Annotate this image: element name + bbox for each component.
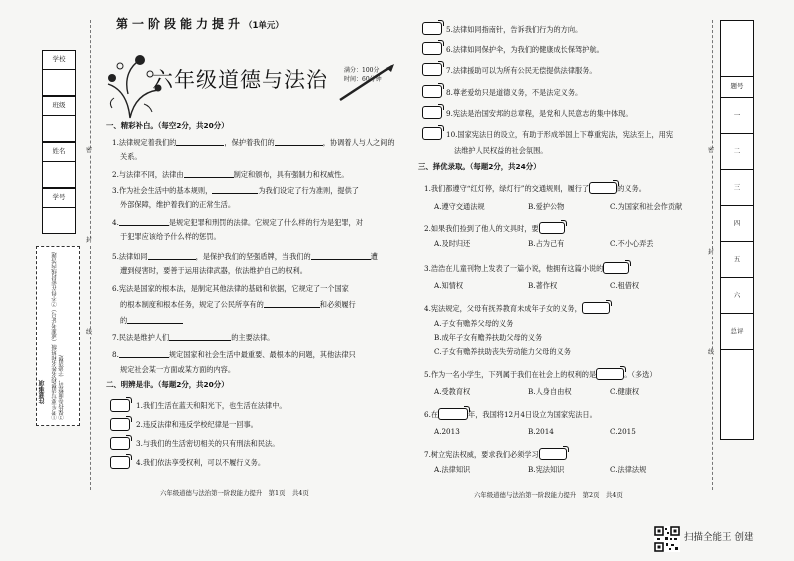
tf-6: 6.法律如同保护伞，为我们的健康成长保驾护航。 [446,45,604,54]
mc-6-c[interactable]: C.2015 [610,427,636,436]
brush-icon [336,62,396,102]
tf-9: 9.宪法是治国安邦的总章程，是党和人民意志的集中体现。 [446,109,633,118]
answer-box[interactable] [422,42,442,55]
section-2-title: 二、明辨是非。（每题2分，共20分） [106,380,229,389]
subject-banner [100,48,400,120]
tf-7: 7.法律援助可以为所有公民无偿提供法律服务。 [446,66,597,75]
mc-2: 2.如果我们捡到了他人的文具时，要 [424,222,565,234]
fill-q1: 1.法律规定着我们的 ，保护着我们的 ，协调着人与人之间的 [112,138,395,147]
fill-q8: 8. 规定国家和社会生活中最重要、最根本的问题，其他法律只 [112,350,356,359]
blank-input[interactable] [275,138,323,146]
tf-1: 1.我们生活在蓝天和阳光下，也生活在法律中。 [136,401,287,410]
fill-q8-cont: 规定社会某一方面或某方面的内容。 [120,365,236,374]
class-field[interactable]: 班级 [42,96,76,116]
page-2 [400,0,710,520]
mc-6: 6.在 年，我国将12月4日设立为国家宪法日。 [424,410,597,419]
answer-box[interactable] [110,456,130,469]
fill-q7: 7.民法是维护人们 的主要法律。 [112,333,275,342]
blank-input[interactable] [119,350,169,358]
page-1-footer: 六年级道德与法治第一阶段能力提升 第1页 共4页 [160,489,309,497]
seal-char-3: 线 [86,329,93,336]
mc-7-a[interactable]: A.法律知识 [434,465,471,474]
mc-3: 3.浩浩在儿童刊物上发表了一篇小说，他拥有这篇小说的 [424,262,629,274]
answer-box[interactable] [603,262,629,274]
qr-code-icon [654,526,680,552]
score-header: 题号 [720,76,754,98]
mc-7-c[interactable]: C.法律法规 [610,465,647,474]
score-row-2[interactable]: 二 [720,134,754,170]
answer-box[interactable] [422,63,442,76]
notice-title: 注意事项 [39,380,46,404]
seal-char-1: 密 [86,147,93,154]
mc-4-b[interactable]: B.成年子女有赡养扶助父母的义务 [434,333,543,342]
fill-q4: 4. 是规定犯罪和刑罚的法律。它规定了什么样的行为是犯罪，对 [112,218,363,227]
subject-title: 六年级道德与法治 [152,68,328,92]
score-info: 满分：100分 时间：60分钟 [344,67,382,83]
seal-char-right-1: 密 [708,147,715,154]
score-row-4[interactable]: 四 [720,206,754,242]
score-row-5[interactable]: 五 [720,242,754,278]
notice-text: ①考生要写清楚校名姓名和班级（或准考证号）②不得在密封线内答题③保持卷面整洁，字迹清楚 [52,252,66,420]
fill-q4-cont: 于犯罪应该给予什么样的惩罚。 [120,232,221,241]
tf-4: 4.我们依法享受权利，可以不履行义务。 [136,458,266,467]
mc-5-b[interactable]: B.人身自由权 [528,387,572,396]
answer-box[interactable] [110,399,130,412]
fill-q6-cont: 的根本制度和根本任务，规定了公民所享有的 和必须履行 [120,300,356,309]
name-field[interactable]: 姓名 [42,142,76,162]
tf-2: 2.违反法律和违反学校纪律是一回事。 [136,420,258,429]
mc-3-a[interactable]: A.知情权 [434,281,464,290]
mc-6-b[interactable]: B.2014 [528,427,554,436]
page-2-footer: 六年级道德与法治第一阶段能力提升 第2页 共4页 [474,491,623,499]
seal-char-right-3: 线 [708,349,715,356]
blank-input[interactable] [127,316,183,324]
student-id-field[interactable]: 学号 [42,188,76,208]
mc-7: 7.树立宪法权威，要求我们必须学习 [424,448,567,460]
tf-3: 3.与我们的生活密切相关的只有刑法和民法。 [136,439,280,448]
mc-6-a[interactable]: A.2013 [434,427,460,436]
blank-input[interactable] [119,218,169,226]
fill-q3: 3.作为社会生活中的基本规则， 为我们设定了行为准则，提供了 [112,186,359,195]
tf-10: 10.国家宪法日的设立，有助于形成举国上下尊重宪法，宪法至上，用宪 [446,130,674,139]
mc-5: 5.作为一名小学生，下列属于我们在社会上的权利的是 。（多选） [424,370,657,379]
answer-box[interactable] [110,418,130,431]
answer-box[interactable] [422,127,442,140]
answer-box[interactable] [422,85,442,98]
scanner-watermark: 扫描全能王 创建 [684,532,754,543]
mc-2-c[interactable]: C.不小心弄丢 [610,239,654,248]
blank-input[interactable] [148,252,196,260]
mc-5-c[interactable]: C.健康权 [610,387,640,396]
fill-q6-cont2: 的 [120,316,183,325]
blank-input[interactable] [169,333,231,341]
mc-7-b[interactable]: B.宪法知识 [528,465,565,474]
mc-1-a[interactable]: A.遵守交通法规 [434,202,485,211]
fill-q5-cont: 遭到侵害时，要善于运用法律武器，依法维护自己的权利。 [120,266,307,275]
score-row-1[interactable]: 一 [720,98,754,134]
mc-1: 1.我们都遵守“红灯停，绿灯行”的交通规则，履行了 的义务。 [424,184,646,193]
blank-input[interactable] [311,252,371,260]
page-1 [0,0,400,520]
score-row-3[interactable]: 三 [720,170,754,206]
fill-q2: 2.与法律不同，法律由 制定和颁布，具有强制力和权威性。 [112,170,349,179]
page-title: 第一阶段能力提升（1单元） [116,17,284,31]
answer-box[interactable] [422,106,442,119]
blank-input[interactable] [176,138,224,146]
section-3-title: 三、择优录取。（每题2分，共24分） [418,162,541,171]
tf-5: 5.法律如同指南针，告诉我们行为的方向。 [446,25,583,34]
answer-box[interactable] [438,408,468,420]
mc-5-a[interactable]: A.受教育权 [434,387,471,396]
score-row-total[interactable]: 总评 [720,314,754,350]
mc-3-b[interactable]: B.著作权 [528,281,558,290]
mc-2-b[interactable]: B.占为己有 [528,239,565,248]
mc-1-b[interactable]: B.爱护公物 [528,202,565,211]
binding-strip [32,50,82,470]
answer-box[interactable] [110,437,130,450]
answer-box[interactable] [596,368,624,380]
fill-q5: 5.法律如同 ，是保护我们的坚强盾牌，当我们的 遭 [112,252,378,261]
blank-input[interactable] [264,300,320,308]
answer-box[interactable] [422,22,442,35]
seal-line [90,20,91,490]
seal-char-right-2: 封 [708,249,715,256]
mc-4-a[interactable]: A.子女有赡养父母的义务 [434,319,514,328]
answer-box[interactable] [589,182,617,194]
fill-q1-cont: 关系。 [120,152,142,161]
answer-box[interactable] [582,302,610,314]
mc-1-c[interactable]: C.为国家和社会作贡献 [610,202,683,211]
score-row-6[interactable]: 六 [720,278,754,314]
answer-box[interactable] [539,222,565,234]
tf-10-cont: 法维护人民权益的社会氛围。 [454,146,548,155]
mc-2-a[interactable]: A.及时归还 [434,239,471,248]
tf-8: 8.尊老爱幼只是道德义务，不是法定义务。 [446,88,583,97]
blank-input[interactable] [184,170,234,178]
school-field[interactable]: 学校 [42,50,76,70]
mc-4-c[interactable]: C.子女有赡养扶助丧失劳动能力父母的义务 [434,347,571,356]
seal-char-2: 封 [86,237,93,244]
mc-4: 4.宪法规定，父母有抚养教育未成年子女的义务， [424,302,610,314]
section-1-title: 一、精彩补白。（每空2分，共20分） [106,121,229,130]
fill-q6: 6.宪法是国家的根本法，是制定其他法律的基础和依据，它规定了一个国家 [112,284,349,293]
answer-box[interactable] [539,448,567,460]
mc-3-c[interactable]: C.租借权 [610,281,640,290]
blank-input[interactable] [212,186,258,194]
score-table [718,20,758,440]
fill-q3-cont: 外部保障，维护着我们的正常生活。 [120,200,236,209]
